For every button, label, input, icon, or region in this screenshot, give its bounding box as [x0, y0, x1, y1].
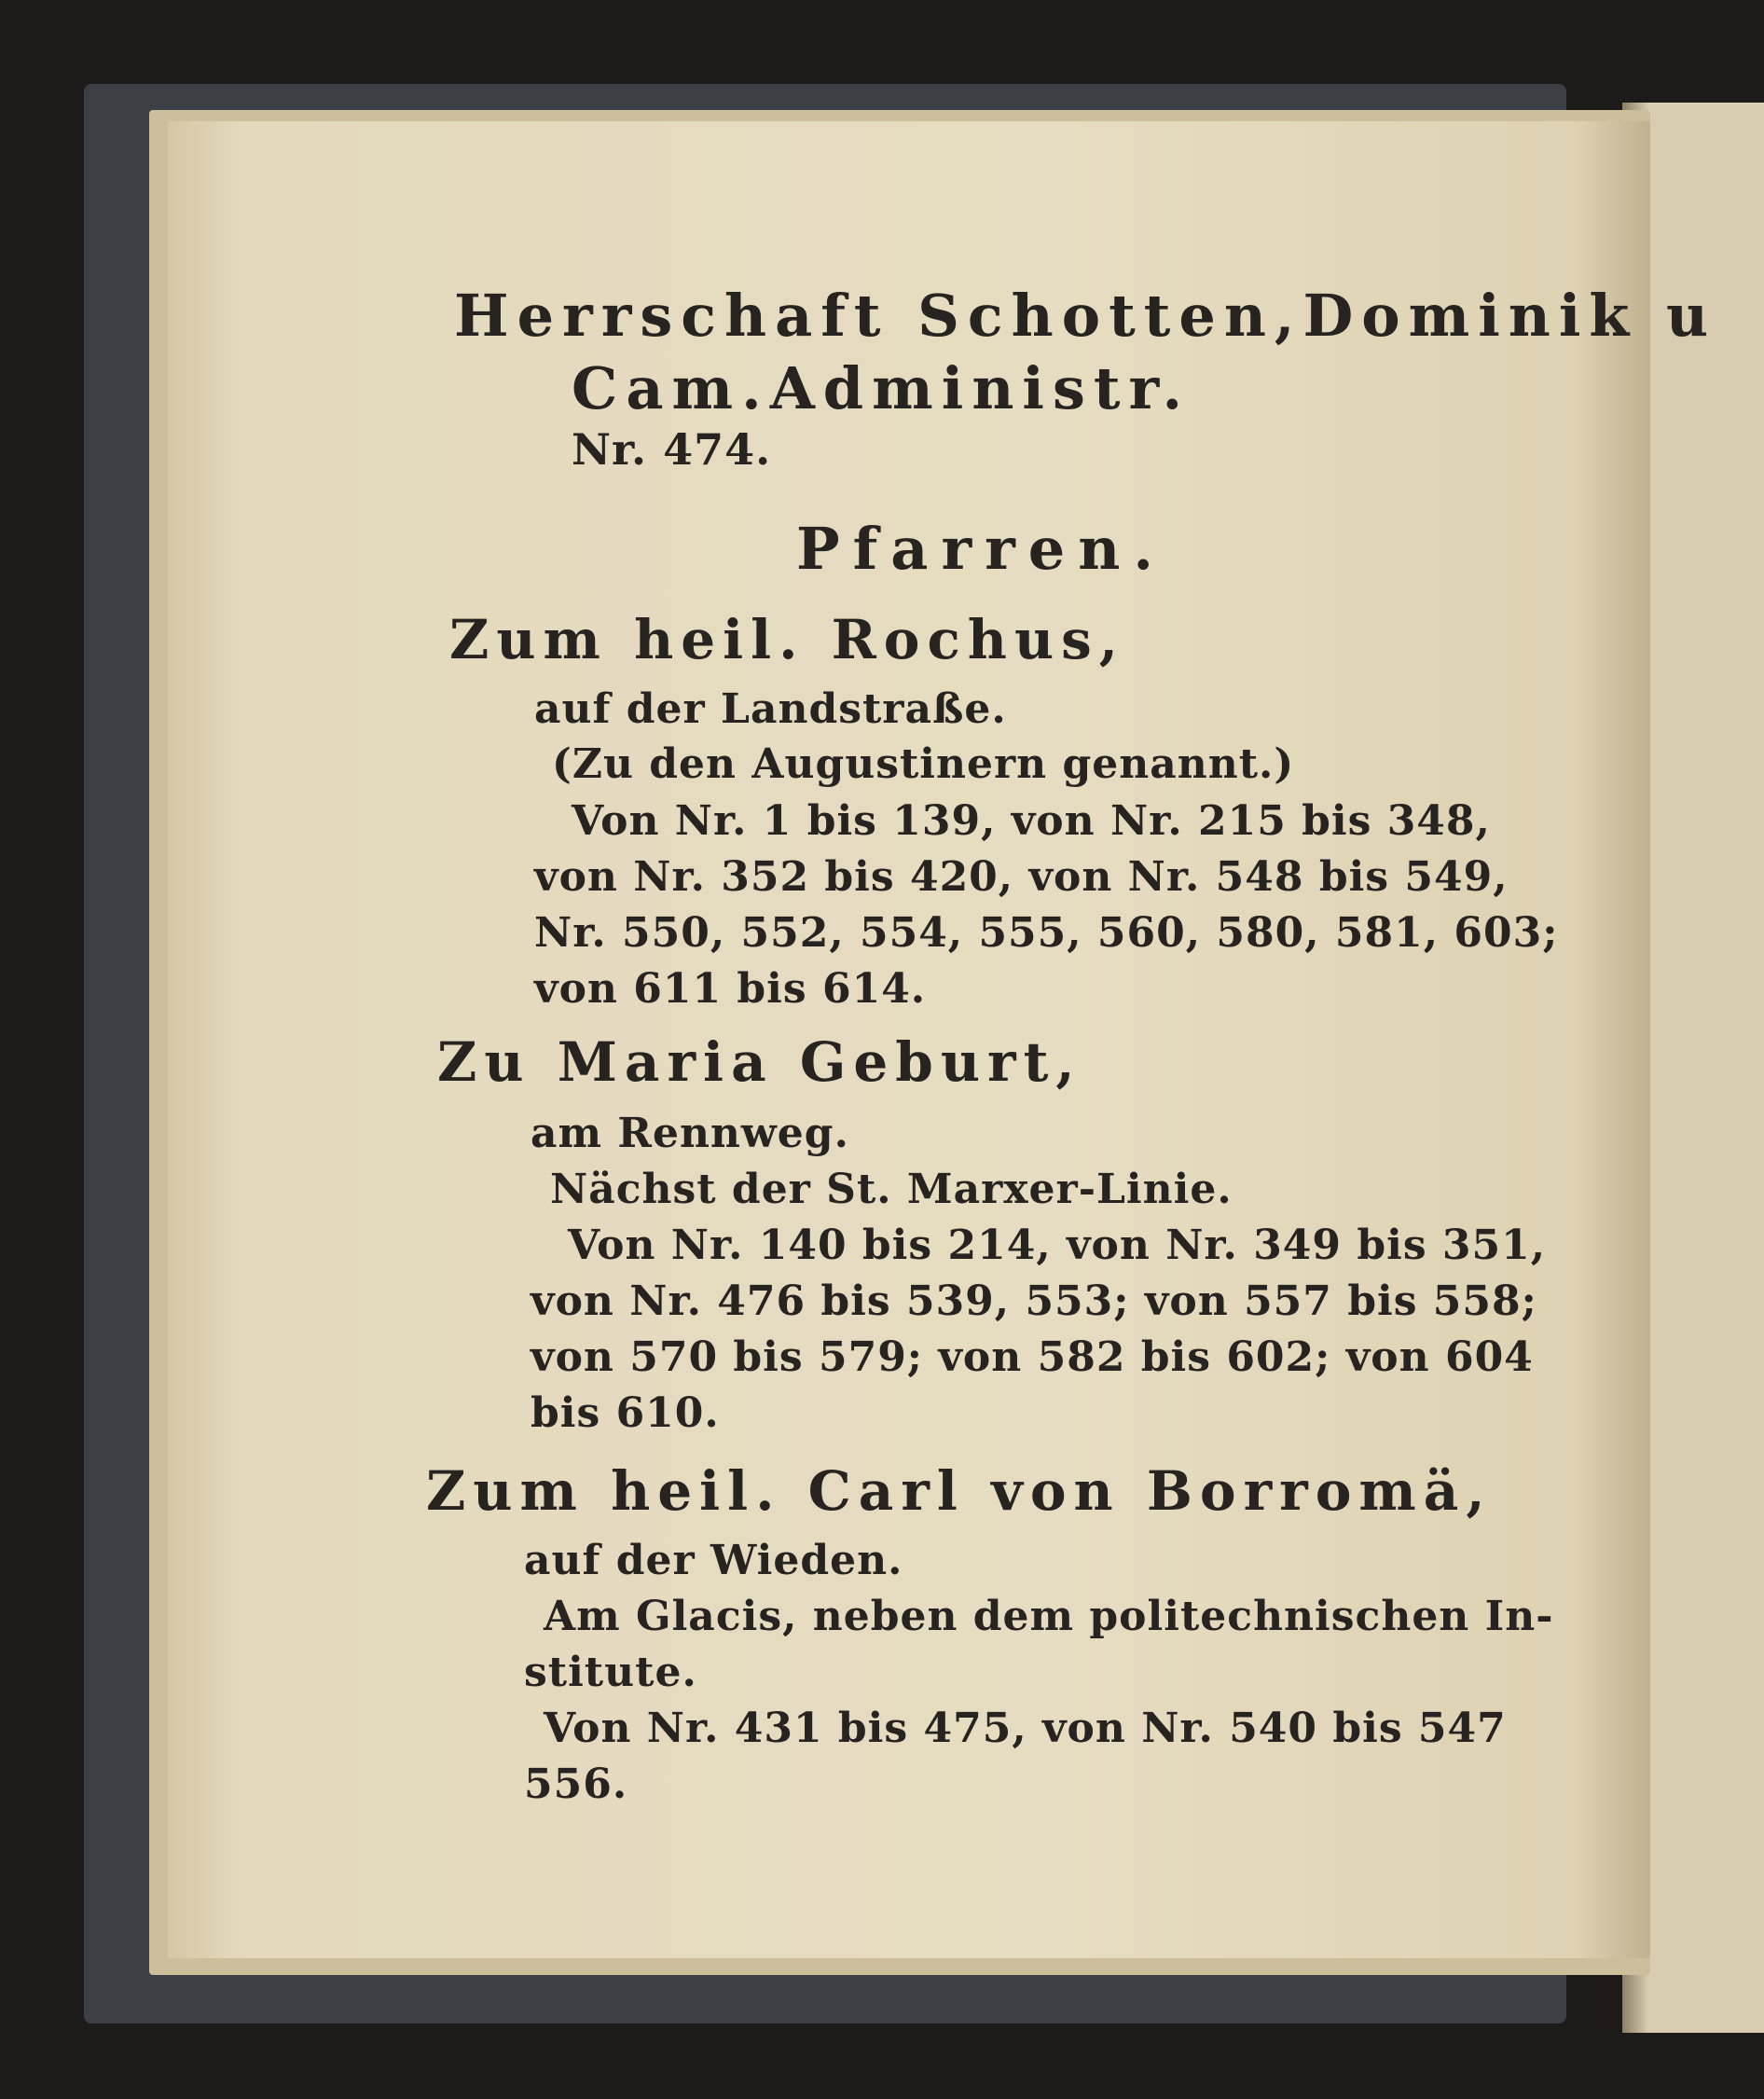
entry-1-text-4: von 611 bis 614. — [534, 965, 927, 1013]
header-line-1: Herrschaft Schotten,Dominik u — [454, 282, 1717, 350]
entry-3-note-2: stitute. — [524, 1649, 697, 1696]
book-page — [168, 121, 1717, 1958]
entry-3-text-1: Von Nr. 431 bis 475, von Nr. 540 bis 547 — [544, 1705, 1507, 1752]
header-line-2: Cam.Administr. — [572, 354, 1192, 422]
entry-1-text-1: Von Nr. 1 bis 139, von Nr. 215 bis 348, — [572, 797, 1491, 845]
entry-2-text-4: bis 610. — [531, 1389, 720, 1437]
entry-1-title: Zum heil. Rochus, — [449, 608, 1125, 671]
entry-3-title: Zum heil. Carl von Borromä, — [426, 1459, 1493, 1523]
entry-2-text-2: von Nr. 476 bis 539, 553; von 557 bis 558; — [531, 1277, 1537, 1325]
entry-3-location: auf der Wieden. — [524, 1537, 903, 1584]
entry-1-location: auf der Landstraße. — [534, 685, 1007, 733]
entry-3-text-2: 556. — [524, 1761, 628, 1808]
entry-3-note-1: Am Glacis, neben dem politechnischen In- — [544, 1593, 1554, 1640]
entry-2-note: Nächst der St. Marxer-Linie. — [550, 1166, 1233, 1213]
entry-2-title: Zu Maria Geburt, — [437, 1030, 1082, 1094]
entry-2-location: am Rennweg. — [531, 1110, 849, 1157]
header-line-3: Nr. 474. — [572, 424, 772, 475]
entry-1-text-2: von Nr. 352 bis 420, von Nr. 548 bis 549, — [534, 853, 1509, 901]
entry-2-text-1: Von Nr. 140 bis 214, von Nr. 349 bis 351, — [568, 1222, 1547, 1269]
entry-1-note: (Zu den Augustinern genannt.) — [552, 740, 1295, 788]
section-title: Pfarren. — [796, 515, 1166, 583]
facing-page — [1633, 103, 1764, 2033]
entry-1-text-3: Nr. 550, 552, 554, 555, 560, 580, 581, 603; — [534, 909, 1559, 957]
entry-2-text-3: von 570 bis 579; von 582 bis 602; von 604 — [531, 1333, 1534, 1381]
